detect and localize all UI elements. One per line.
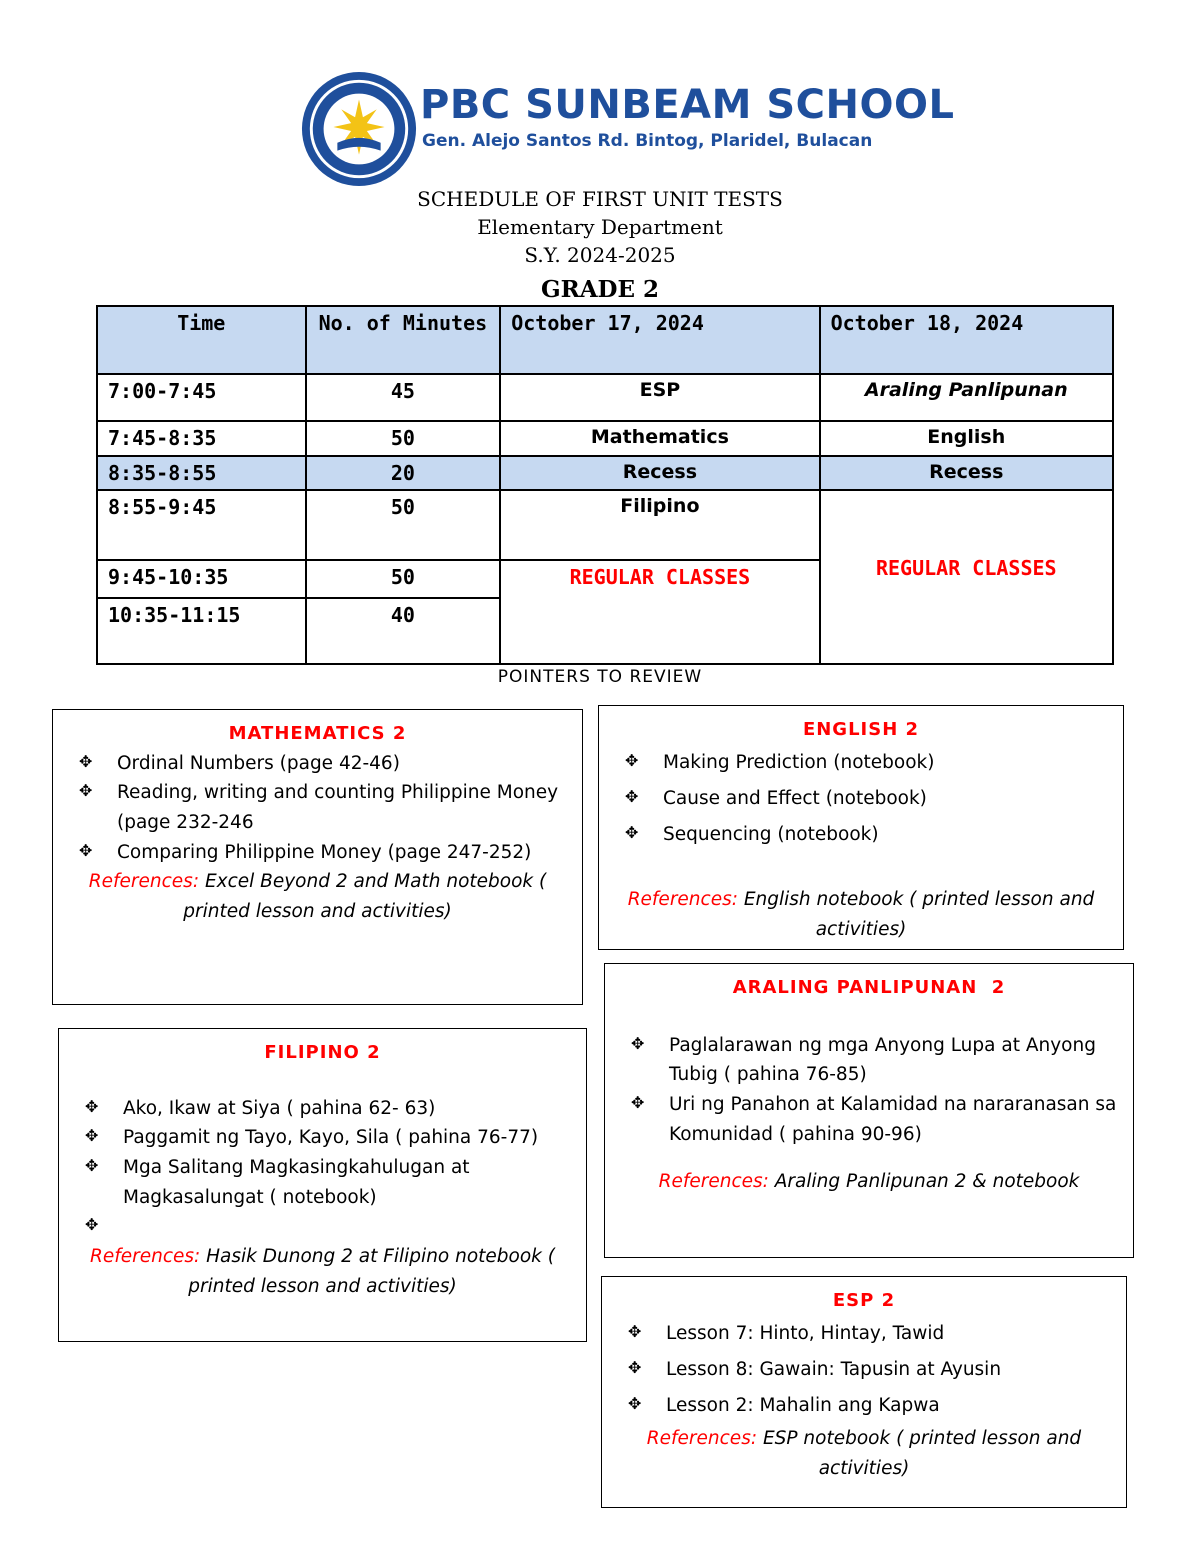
four-point-star-icon: ✥	[85, 1155, 99, 1175]
list-item: ✥ Paglalarawan ng mga Anyong Lupa at Anyong Tubig ( pahina 76-85)	[617, 1031, 1121, 1090]
math-list	[65, 749, 570, 867]
day1-subject: Filipino	[500, 490, 819, 560]
math-references: References: Excel Beyond 2 and Math notebook ( printed lesson and activities)	[88, 871, 547, 922]
day2-regular-classes: REGULAR CLASSES	[820, 490, 1113, 664]
school-logo	[300, 70, 418, 188]
four-point-star-icon: ✥	[628, 1393, 642, 1413]
ap-references: References: Araling Panlipunan 2 & notebook	[658, 1171, 1080, 1193]
minutes-cell: 50	[306, 421, 501, 456]
list-item: ✥ Mga Salitang Magkasingkahulugan at Magkasalungat ( notebook)	[71, 1153, 574, 1212]
math-box	[52, 709, 583, 1005]
filipino-title: FILIPINO 2	[264, 1042, 381, 1063]
minutes-cell: 50	[306, 490, 501, 560]
list-item	[71, 1212, 574, 1242]
day1-regular-classes: REGULAR CLASSES	[500, 560, 819, 664]
time-cell: 7:00-7:45	[97, 374, 306, 421]
school-address: Gen. Alejo Santos Rd. Bintog, Plaridel, Bulacan	[422, 131, 873, 151]
four-point-star-icon: ✥	[631, 1033, 645, 1053]
list-item: ✥ Comparing Philippine Money (page 247-252)	[65, 838, 570, 868]
table-row-recess	[97, 456, 1113, 490]
time-cell: 10:35-11:15	[97, 598, 306, 664]
col-header-minutes: No. of Minutes	[306, 306, 501, 374]
grade-label: GRADE 2	[540, 276, 660, 303]
day1-subject: ESP	[500, 374, 819, 421]
list-item: ✥ Paggamit ng Tayo, Kayo, Sila ( pahina 76-77)	[71, 1123, 574, 1153]
time-cell: 7:45-8:35	[97, 421, 306, 456]
minutes-cell: 50	[306, 560, 501, 598]
table-row	[97, 490, 1113, 560]
list-item: ✥ Reading, writing and counting Philippine Money (page 232-246	[65, 778, 570, 837]
day2-subject: Araling Panlipunan	[820, 374, 1113, 421]
table-header-row	[97, 306, 1113, 374]
day1-subject: Mathematics	[500, 421, 819, 456]
four-point-star-icon: ✥	[79, 781, 93, 801]
pointers-title: POINTERS TO REVIEW	[497, 667, 703, 687]
filipino-references: References: Hasik Dunong 2 at Filipino notebook ( printed lesson and activities)	[89, 1246, 555, 1297]
four-point-star-icon: ✥	[79, 751, 93, 771]
araling-panlipunan-box	[604, 963, 1134, 1258]
four-point-star-icon: ✥	[85, 1215, 99, 1235]
list-item: ✥ Uri ng Panahon at Kalamidad na nararanasan sa Komunidad ( pahina 90-96)	[617, 1090, 1121, 1149]
four-point-star-icon: ✥	[628, 1357, 642, 1377]
math-title: MATHEMATICS 2	[228, 723, 407, 744]
english-box	[598, 705, 1124, 950]
filipino-list	[71, 1094, 574, 1242]
list-item: ✥ Cause and Effect (notebook)	[611, 781, 1111, 817]
esp-references: References: ESP notebook ( printed lesson and activities)	[646, 1427, 1082, 1479]
ap-list	[617, 1031, 1121, 1149]
department: Elementary Department	[477, 215, 723, 239]
list-item: ✥ Ako, Ikaw at Siya ( pahina 62- 63)	[71, 1094, 574, 1124]
list-item: ✥ Lesson 8: Gawain: Tapusin at Ayusin	[614, 1352, 1114, 1388]
day2-subject: English	[820, 421, 1113, 456]
table-row	[97, 421, 1113, 456]
minutes-cell: 20	[306, 456, 501, 490]
four-point-star-icon: ✥	[625, 750, 639, 770]
doc-title: SCHEDULE OF FIRST UNIT TESTS	[417, 187, 783, 211]
school-name: PBC SUNBEAM SCHOOL	[420, 82, 955, 128]
minutes-cell: 45	[306, 374, 501, 421]
day2-subject: Recess	[820, 456, 1113, 490]
english-list	[611, 745, 1111, 853]
list-item: ✥ Lesson 2: Mahalin ang Kapwa	[614, 1388, 1114, 1424]
minutes-cell: 40	[306, 598, 501, 664]
four-point-star-icon: ✥	[85, 1096, 99, 1116]
english-title: ENGLISH 2	[802, 719, 920, 740]
list-item: ✥ Ordinal Numbers (page 42-46)	[65, 749, 570, 779]
four-point-star-icon: ✥	[625, 822, 639, 842]
col-header-day2: October 18, 2024	[820, 306, 1113, 374]
ap-title: ARALING PANLIPUNAN 2	[732, 977, 1006, 998]
esp-box	[601, 1276, 1127, 1508]
english-references: References: English notebook ( printed lesson and activities)	[627, 888, 1095, 940]
list-item: ✥ Making Prediction (notebook)	[611, 745, 1111, 781]
time-cell: 8:35-8:55	[97, 456, 306, 490]
list-item: ✥ Lesson 7: Hinto, Hintay, Tawid	[614, 1316, 1114, 1352]
four-point-star-icon: ✥	[628, 1321, 642, 1341]
school-year: S.Y. 2024-2025	[524, 243, 676, 267]
time-cell: 8:55-9:45	[97, 490, 306, 560]
esp-list	[614, 1316, 1114, 1424]
time-cell: 9:45-10:35	[97, 560, 306, 598]
list-item: ✥ Sequencing (notebook)	[611, 817, 1111, 853]
four-point-star-icon: ✥	[79, 840, 93, 860]
four-point-star-icon: ✥	[85, 1126, 99, 1146]
schedule-table	[96, 305, 1114, 665]
filipino-box	[58, 1028, 587, 1342]
day1-subject: Recess	[500, 456, 819, 490]
four-point-star-icon: ✥	[625, 786, 639, 806]
col-header-day1: October 17, 2024	[500, 306, 819, 374]
table-row	[97, 374, 1113, 421]
four-point-star-icon: ✥	[631, 1092, 645, 1112]
esp-title: ESP 2	[832, 1290, 896, 1311]
col-header-time: Time	[97, 306, 306, 374]
